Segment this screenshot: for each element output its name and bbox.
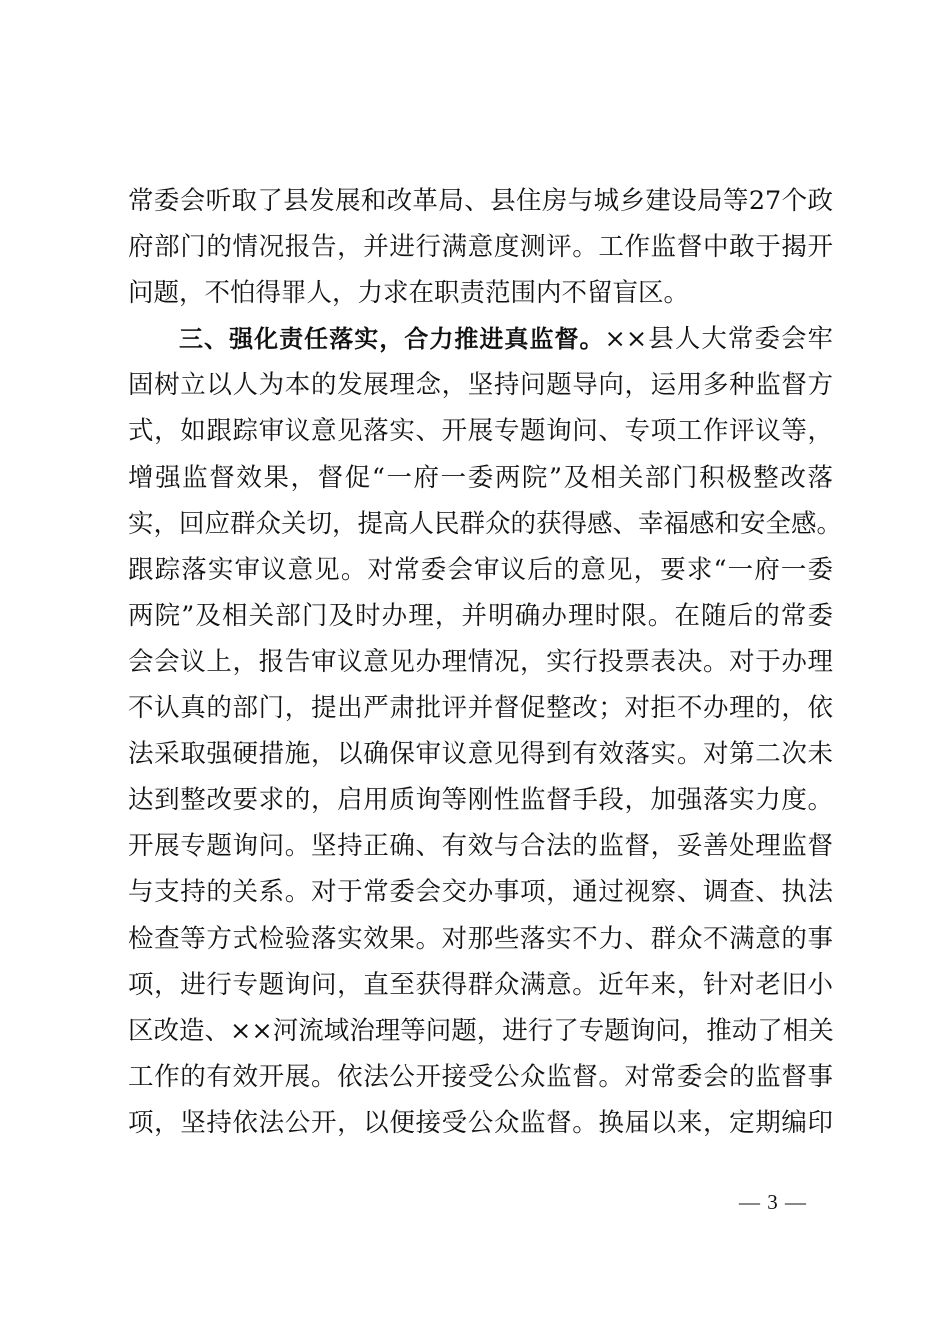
body-text (128, 178, 843, 1146)
text-line: 会会议上，报告审议意见办理情况，实行投票表决。对于办理 (128, 646, 833, 677)
text-line: 实，回应群众关切，提高人民群众的获得感、幸福感和安全感。 (128, 508, 843, 539)
text-line: 达到整改要求的，启用质询等刚性监督手段，加强落实力度。 (128, 785, 833, 816)
page-number: — 3 — (739, 1190, 807, 1214)
text-line: 式，如跟踪审议意见落实、开展专题询问、专项工作评议等， (128, 416, 833, 447)
section-heading: 三、强化责任落实，合力推进真监督。 (179, 325, 605, 354)
text-line: 府部门的情况报告，并进行满意度测评。工作监督中敢于揭开 (128, 232, 833, 263)
text-line: 问题，不怕得罪人，力求在职责范围内不留盲区。 (128, 278, 690, 309)
text-line: 开展专题询问。坚持正确、有效与合法的监督，妥善处理监督 (128, 831, 833, 862)
text-line: 与支持的关系。对于常委会交办事项，通过视察、调查、执法 (128, 877, 833, 908)
heading-line-rest: ××县人大常委会牢 (604, 324, 834, 355)
text-line: 工作的有效开展。依法公开接受公众监督。对常委会的监督事 (128, 1061, 833, 1092)
paragraph-section-three (128, 316, 843, 1146)
text-line: 增强监督效果，督促“一府一委两院”及相关部门积极整改落 (128, 462, 833, 493)
text-line: 固树立以人为本的发展理念，坚持问题导向，运用多种监督方 (128, 370, 833, 401)
text-line: 不认真的部门，提出严肃批评并督促整改；对拒不办理的，依 (128, 693, 833, 724)
text-line: 跟踪落实审议意见。对常委会审议后的意见，要求“一府一委 (128, 554, 833, 585)
text-line: 项，坚持依法公开，以便接受公众监督。换届以来，定期编印 (128, 1107, 833, 1138)
text-line: 检查等方式检验落实效果。对那些落实不力、群众不满意的事 (128, 923, 833, 954)
text-line: 常委会听取了县发展和改革局、县住房与城乡建设局等27个政 (128, 186, 833, 216)
text-line: 两院”及相关部门及时办理，并明确办理时限。在随后的常委 (128, 600, 833, 631)
text-line: 项，进行专题询问，直至获得群众满意。近年来，针对老旧小 (128, 969, 833, 1000)
paragraph-continuation (128, 178, 833, 316)
text-line: 区改造、××河流域治理等问题，进行了专题询问，推动了相关 (128, 1015, 834, 1046)
section-heading-line (128, 316, 833, 362)
text-line: 法采取强硬措施，以确保审议意见得到有效落实。对第二次未 (128, 739, 833, 770)
